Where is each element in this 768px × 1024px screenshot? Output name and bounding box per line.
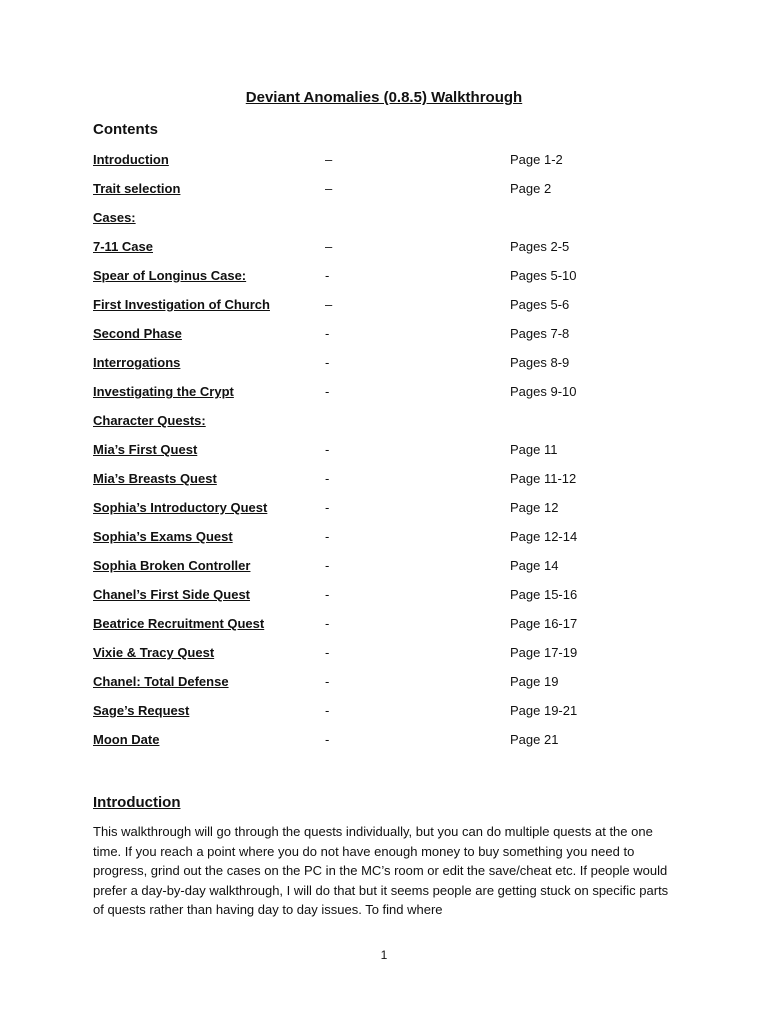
toc-separator: - <box>325 674 330 689</box>
toc-entry-link[interactable]: Interrogations <box>93 355 181 370</box>
toc-entry-link[interactable]: Sophia Broken Controller <box>93 558 251 573</box>
toc-page-ref: Page 14 <box>510 558 559 573</box>
toc-separator: - <box>325 587 330 602</box>
toc-entry-link[interactable]: Character Quests: <box>93 413 206 428</box>
toc-row <box>0 150 768 179</box>
toc-entry-link[interactable]: Chanel: Total Defense <box>93 674 229 689</box>
toc-separator: - <box>325 703 330 718</box>
page-number: 1 <box>380 948 388 962</box>
toc-page-ref: Pages 8-9 <box>510 355 570 370</box>
toc-separator: - <box>325 616 330 631</box>
toc-page-ref: Page 17-19 <box>510 645 578 660</box>
introduction-heading: Introduction <box>93 794 181 811</box>
toc-entry-link[interactable]: Moon Date <box>93 732 160 747</box>
toc-entry-link[interactable]: Spear of Longinus Case: <box>93 268 247 283</box>
document-title: Deviant Anomalies (0.8.5) Walkthrough <box>245 89 523 106</box>
toc-entry-link[interactable]: Cases: <box>93 210 136 225</box>
toc-row <box>0 295 768 324</box>
toc-separator: - <box>325 355 330 370</box>
toc-row <box>0 353 768 382</box>
toc-page-ref: Pages 5-6 <box>510 297 570 312</box>
toc-page-ref: Page 12-14 <box>510 529 578 544</box>
toc-row <box>0 730 768 759</box>
toc-entry-link[interactable]: 7-11 Case <box>93 239 153 254</box>
toc-page-ref: Page 19 <box>510 674 559 689</box>
toc-entry-link[interactable]: Investigating the Crypt <box>93 384 234 399</box>
toc-row <box>0 266 768 295</box>
toc-entry-link[interactable]: Beatrice Recruitment Quest <box>93 616 265 631</box>
toc-entry-link[interactable]: Sage’s Request <box>93 703 190 718</box>
toc-row <box>0 208 768 237</box>
toc-page-ref: Page 1-2 <box>510 152 563 167</box>
toc-row <box>0 498 768 527</box>
toc-entry-link[interactable]: Mia’s Breasts Quest <box>93 471 217 486</box>
toc-entry-link[interactable]: Introduction <box>93 152 169 167</box>
toc-separator: - <box>325 326 330 341</box>
toc-page-ref: Page 15-16 <box>510 587 578 602</box>
toc-page-ref: Page 2 <box>510 181 552 196</box>
toc-row <box>0 672 768 701</box>
toc-row <box>0 237 768 266</box>
toc-separator: – <box>325 181 333 196</box>
toc-separator: - <box>325 268 330 283</box>
toc-row <box>0 469 768 498</box>
toc-row <box>0 179 768 208</box>
toc-row <box>0 527 768 556</box>
toc-entry-link[interactable]: Trait selection <box>93 181 181 196</box>
toc-separator: - <box>325 384 330 399</box>
toc-entry-link[interactable]: First Investigation of Church <box>93 297 270 312</box>
toc-page-ref: Page 12 <box>510 500 559 515</box>
toc-entry-link[interactable]: Vixie & Tracy Quest <box>93 645 215 660</box>
toc-separator: - <box>325 732 330 747</box>
toc-page-ref: Pages 2-5 <box>510 239 570 254</box>
toc-row <box>0 614 768 643</box>
toc-row <box>0 411 768 440</box>
toc-entry-link[interactable]: Sophia’s Introductory Quest <box>93 500 268 515</box>
toc-row <box>0 643 768 672</box>
toc-row <box>0 556 768 585</box>
introduction-text: This walkthrough will go through the quests individually, but you can do multiple quests at the one time. If you reach a point where you do not have enough money to buy something you need to progress, grind out the cases on the PC in the MC’s room or edit the save/cheat etc. If people would prefer a day-by-day walkthrough, I will do that but it seems people are getting stuck on specific parts of quests rather than having day to day issues. To find where <box>93 824 669 917</box>
toc-separator: - <box>325 529 330 544</box>
toc-separator: - <box>325 442 330 457</box>
toc-entry-link[interactable]: Second Phase <box>93 326 182 341</box>
toc-row <box>0 382 768 411</box>
toc-entry-link[interactable]: Chanel’s First Side Quest <box>93 587 251 602</box>
toc-page-ref: Page 11-12 <box>510 471 577 486</box>
toc-row <box>0 324 768 353</box>
toc-entry-link[interactable]: Mia’s First Quest <box>93 442 198 457</box>
toc-row <box>0 701 768 730</box>
table-of-contents <box>0 150 768 759</box>
toc-entry-link[interactable]: Sophia’s Exams Quest <box>93 529 233 544</box>
toc-separator: – <box>325 152 333 167</box>
toc-page-ref: Page 16-17 <box>510 616 578 631</box>
contents-heading: Contents <box>93 121 158 138</box>
toc-page-ref: Pages 5-10 <box>510 268 577 283</box>
toc-separator: - <box>325 558 330 573</box>
toc-row <box>0 440 768 469</box>
toc-page-ref: Page 11 <box>510 442 558 457</box>
toc-page-ref: Page 19-21 <box>510 703 578 718</box>
toc-page-ref: Pages 7-8 <box>510 326 570 341</box>
toc-separator: – <box>325 297 333 312</box>
toc-row <box>0 585 768 614</box>
toc-separator: - <box>325 500 330 515</box>
toc-page-ref: Pages 9-10 <box>510 384 577 399</box>
toc-separator: - <box>325 471 330 486</box>
toc-separator: - <box>325 645 330 660</box>
toc-page-ref: Page 21 <box>510 732 559 747</box>
toc-separator: – <box>325 239 333 254</box>
